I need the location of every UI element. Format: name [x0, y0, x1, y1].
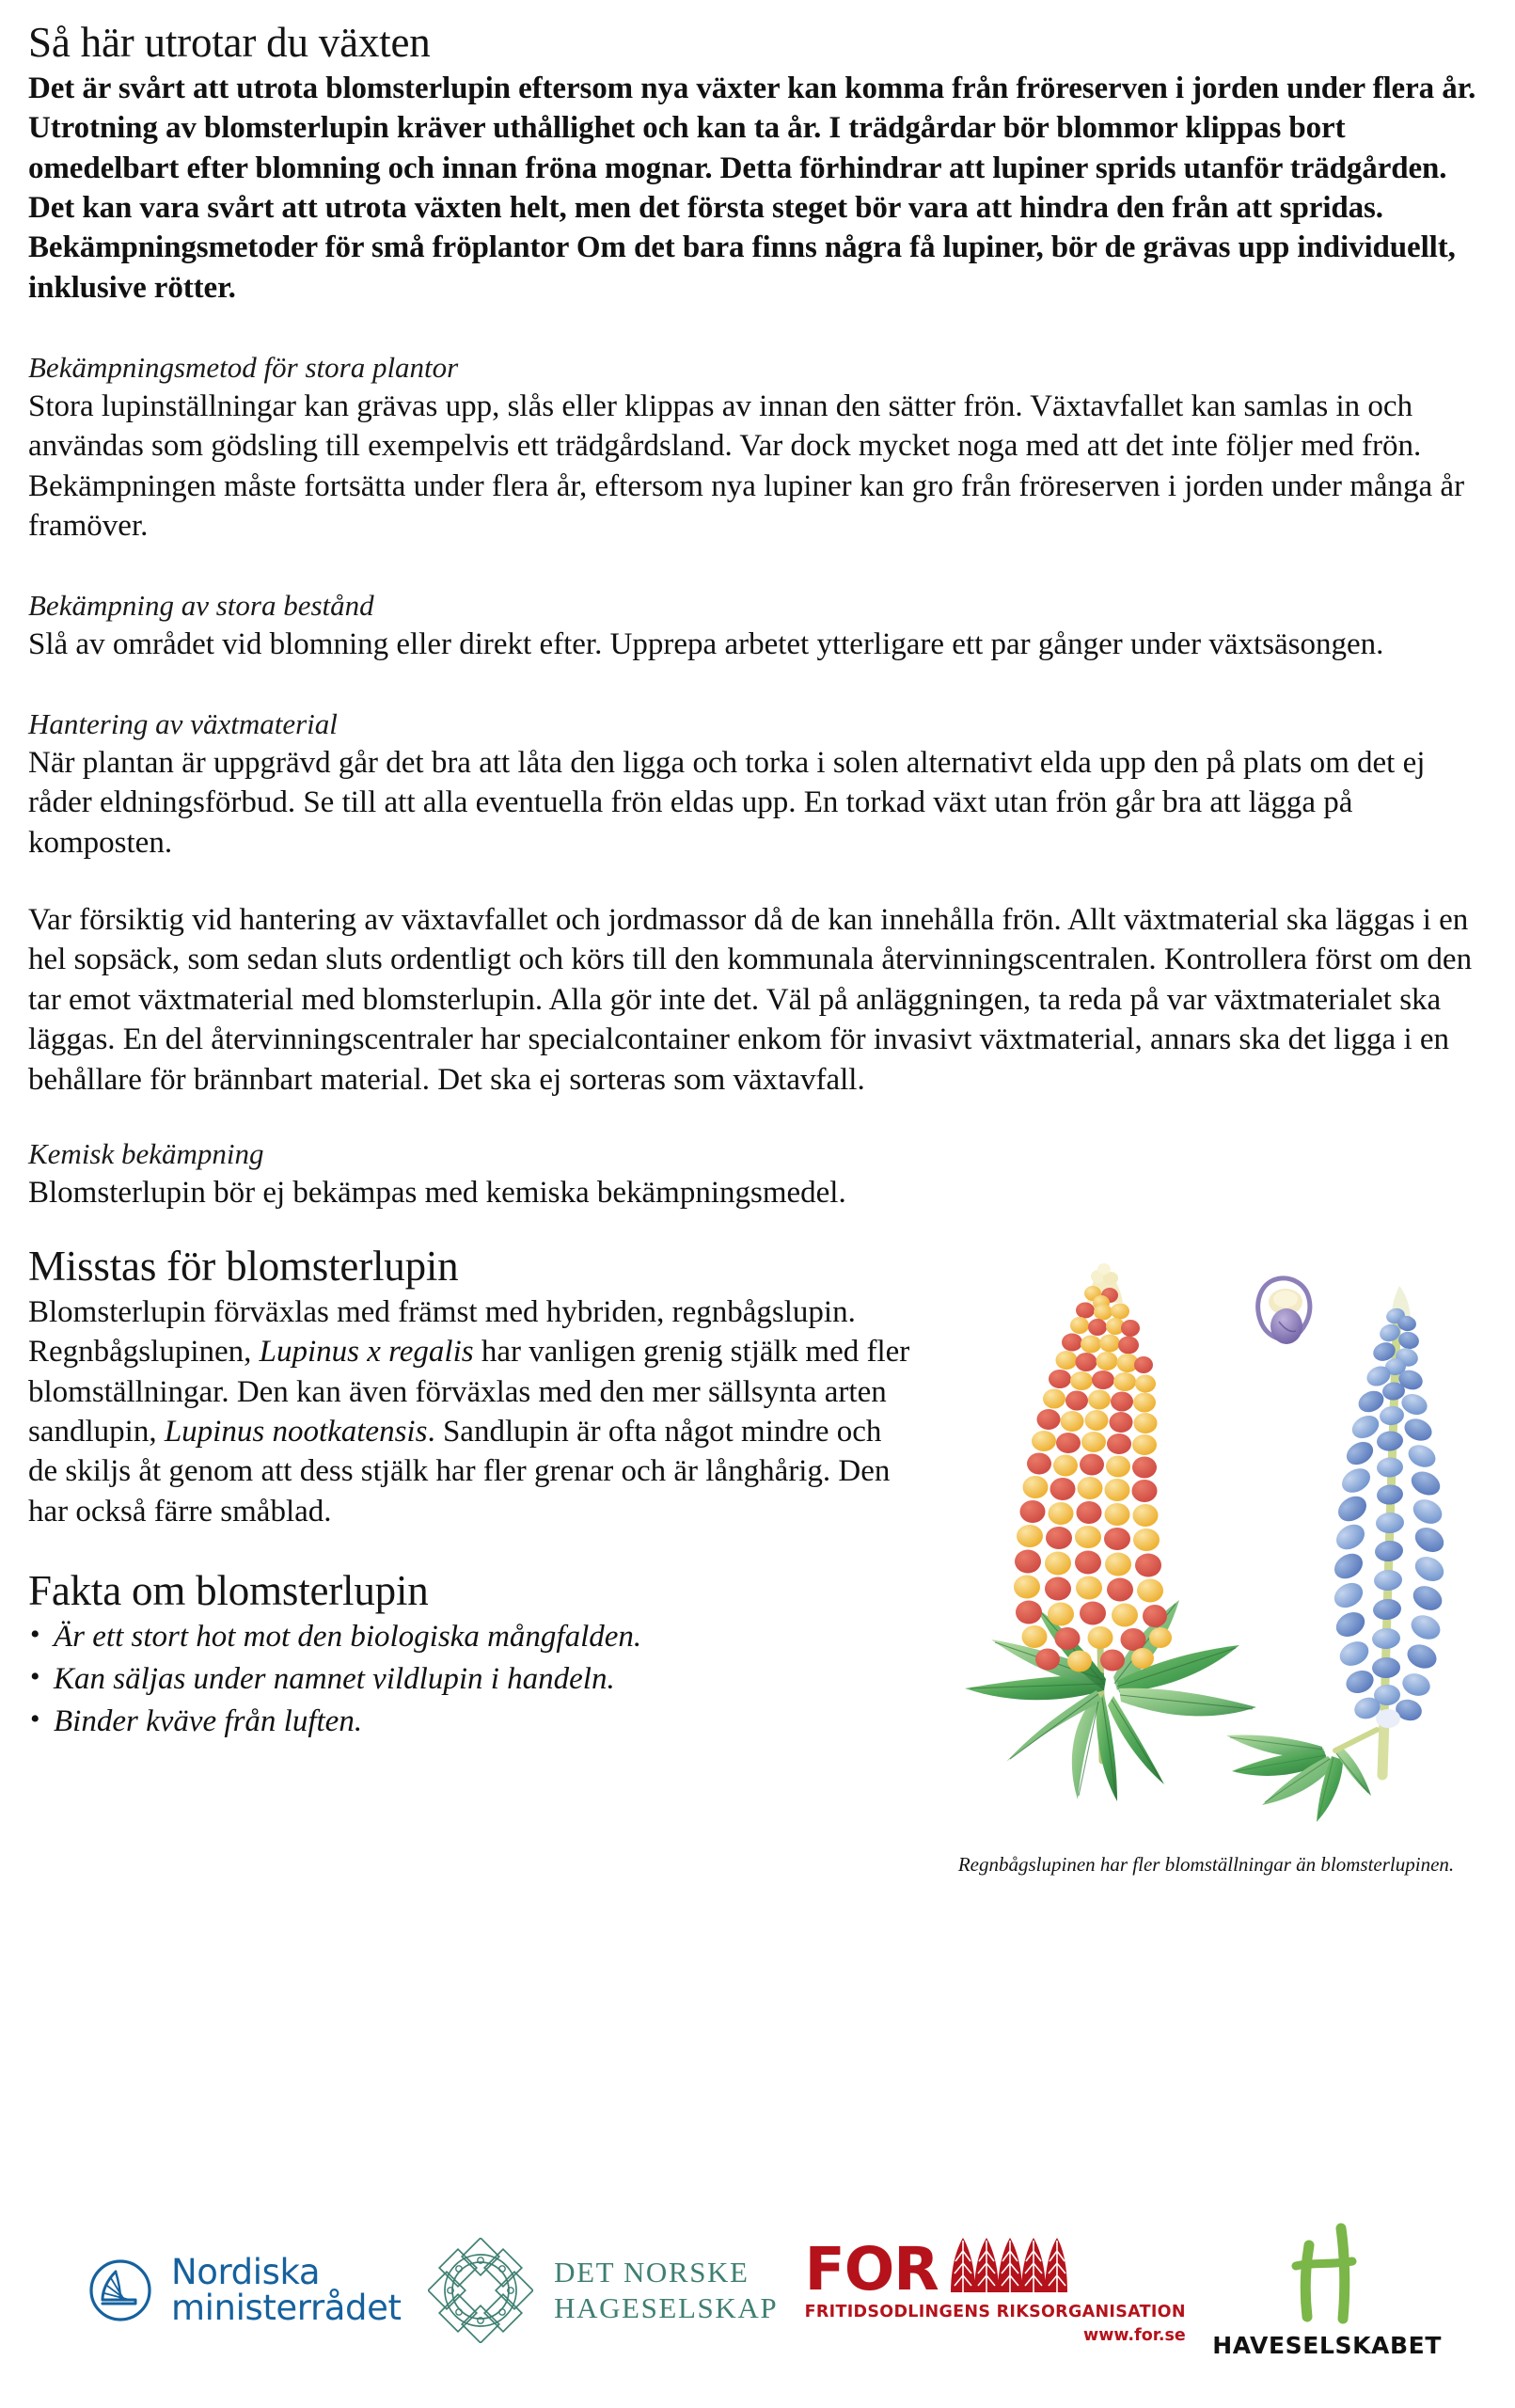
single-flower-detail	[1258, 1278, 1310, 1344]
eradication-intro-paragraph: Det är svårt att utrota blomsterlupin eftersom nya växter kan komma från fröreserven i jorden under flera år. Utrotning av blomsterlupin kräver uthållighet och kan ta år. I trädgårdar bör blommor klippas bort omedelbart efter blomning och innan fröna mognar. Detta förhindrar att lupiner sprids utanför trädgården. Det kan vara svårt att utrota växten helt, men det första steget bör vara att hindra den från att spridas. Bekämpningsmetoder för små fröplantor Om det bara finns några få lupiner, bör de grävas upp individuellt, inklusive rötter.	[28, 71, 1476, 305]
confused-with-column	[28, 1244, 929, 1744]
logo-det-norske-hageselskap	[428, 2238, 778, 2343]
logo-line-1: DET NORSKE	[554, 2256, 750, 2289]
rainbow-lupine-figure	[965, 1263, 1256, 1801]
plant-material-paragraph-2: Var försiktig vid hantering av växtavfallet och jordmassor då de kan innehålla frön. Allt växtmaterial ska läggas i en hel sopsäck, som sedan sluts ordentligt och körs till den kommunala återvinningscentralen. Kontrollera först om den tar emot växtmaterial med blomsterlupin. Alla gör inte det. Väl på anläggningen, ta reda på var växtmaterialet ska läggas. En del återvinningscentraler har specialcontainer enkom för invasivt växtmaterial, annars ska det ligga i en behållare för brännbart material. Det ska ej sorteras som växtavfall.	[28, 903, 1473, 1097]
logo-line-2: ministerrådet	[171, 2288, 402, 2328]
confused-text-part-1: Blomsterlupin förväxlas med främst med hybriden, regnbågslupin. Regnbågslupinen,	[28, 1294, 856, 1370]
logo-for-fritidsodlingens-riksorganisation	[805, 2236, 1186, 2345]
haveselskabet-wordmark: HAVESELSKABET	[1212, 2331, 1442, 2359]
page-title-eradication: Så här utrotar du växten	[28, 19, 431, 66]
nordiska-ministerradet-wordmark	[171, 2252, 402, 2328]
blue-lupine-leaf	[1226, 1730, 1377, 1822]
for-mark-row	[804, 2235, 1068, 2305]
facts-list	[28, 1617, 912, 1742]
logo-nordiska-ministerradet	[87, 2252, 402, 2328]
heading-large-plants: Bekämpningsmetod för stora plantor	[28, 351, 459, 385]
list-item: • Är ett stort hot mot den biologiska mångfalden.	[28, 1617, 912, 1657]
spacer	[28, 1100, 1487, 1137]
lupine-botanical-illustration-svg	[929, 1248, 1489, 1850]
confused-with-and-figure-row	[28, 1244, 1487, 1907]
rainbow-lupine-spike	[1014, 1263, 1172, 1672]
spacer	[28, 1212, 1487, 1244]
chemical-control-paragraph: Blomsterlupin bör ej bekämpas med kemiska bekämpningsmedel.	[28, 1175, 846, 1210]
heading-plant-material: Hantering av växtmaterial	[28, 707, 338, 741]
spacer	[28, 863, 1487, 900]
leaf-pattern-icon	[948, 2236, 1068, 2294]
list-item: • Binder kväve från luften.	[28, 1702, 912, 1742]
spacer	[28, 1531, 912, 1569]
blue-lupine-figure	[1226, 1286, 1448, 1822]
species-name-lupinus-x-regalis: Lupinus x regalis	[259, 1335, 474, 1370]
large-plants-paragraph: Stora lupinställningar kan grävas upp, slås eller klippas av innan den sätter frön. Växtavfallet kan samlas in och användas som gödsling till exempelvis ett trädgårdsland. Var dock mycket noga med att det inte följer med frön. Bekämpningen måste fortsätta under flera år, eftersom nya lupiner kan gro från fröreserven i jorden under många år framöver.	[28, 388, 1465, 543]
plant-material-paragraph-1: När plantan är uppgrävd går det bra att låta den ligga och torka i solen alternativt elda upp den på plats om det ej råder eldningsförbud. Se till att alla eventuella frön eldas upp. En torkad växt utan frön går bra att lägga på komposten.	[28, 745, 1426, 860]
large-stands-paragraph: Slå av området vid blomning eller direkt efter. Upprepa arbetet ytterligare ett par gånger under växtsäsongen.	[28, 626, 1384, 661]
logo-haveselskabet	[1212, 2223, 1442, 2359]
nordic-swan-icon	[87, 2257, 154, 2324]
page-title-confused-with: Misstas för blomsterlupin	[28, 1242, 459, 1290]
confused-with-paragraph	[28, 1292, 912, 1531]
det-norske-hageselskap-wordmark	[554, 2255, 778, 2326]
heading-chemical-control: Kemisk bekämpning	[28, 1136, 264, 1170]
figure-caption: Regnbågslupinen har fler blomställningar än blomsterlupinen.	[957, 1852, 1455, 1876]
for-url: www.for.se	[1083, 2326, 1186, 2345]
heading-large-stands: Bekämpning av stora bestånd	[28, 589, 374, 623]
spacer	[28, 664, 1487, 707]
list-item: • Kan säljas under namnet vildlupin i handeln.	[28, 1659, 912, 1700]
for-wordmark: FOR	[804, 2235, 939, 2305]
lupine-illustration-column	[929, 1244, 1489, 1907]
rainbow-lupine-leaves	[965, 1600, 1256, 1801]
logo-line-1: Nordiska	[171, 2252, 321, 2293]
logo-line-2: HAGESELSKAP	[554, 2291, 779, 2324]
confused-text-part-3: . Sandlupin är ofta något mindre och de skiljs åt genom att dess stjälk har fler grenar och är långhårig. Den har också färre småblad.	[28, 1414, 891, 1529]
lupine-illustration	[929, 1248, 1489, 1850]
footer-logo-bar	[0, 2190, 1515, 2408]
for-subtitle: FRITIDSODLINGENS RIKSORGANISATION	[804, 2303, 1186, 2321]
page-title-facts: Fakta om blomsterlupin	[28, 1567, 429, 1615]
spacer	[28, 308, 1487, 351]
species-name-lupinus-nootkatensis: Lupinus nootkatensis	[164, 1414, 428, 1449]
knotwork-rosette-icon	[428, 2238, 533, 2343]
confused-text-part-2: har vanligen grenig stjälk med fler blomställningar. Den kan även förväxlas med den mer sällsynta arten sandlupin,	[28, 1335, 910, 1449]
haveselskabet-h-icon	[1286, 2223, 1367, 2326]
spacer	[28, 546, 1487, 589]
